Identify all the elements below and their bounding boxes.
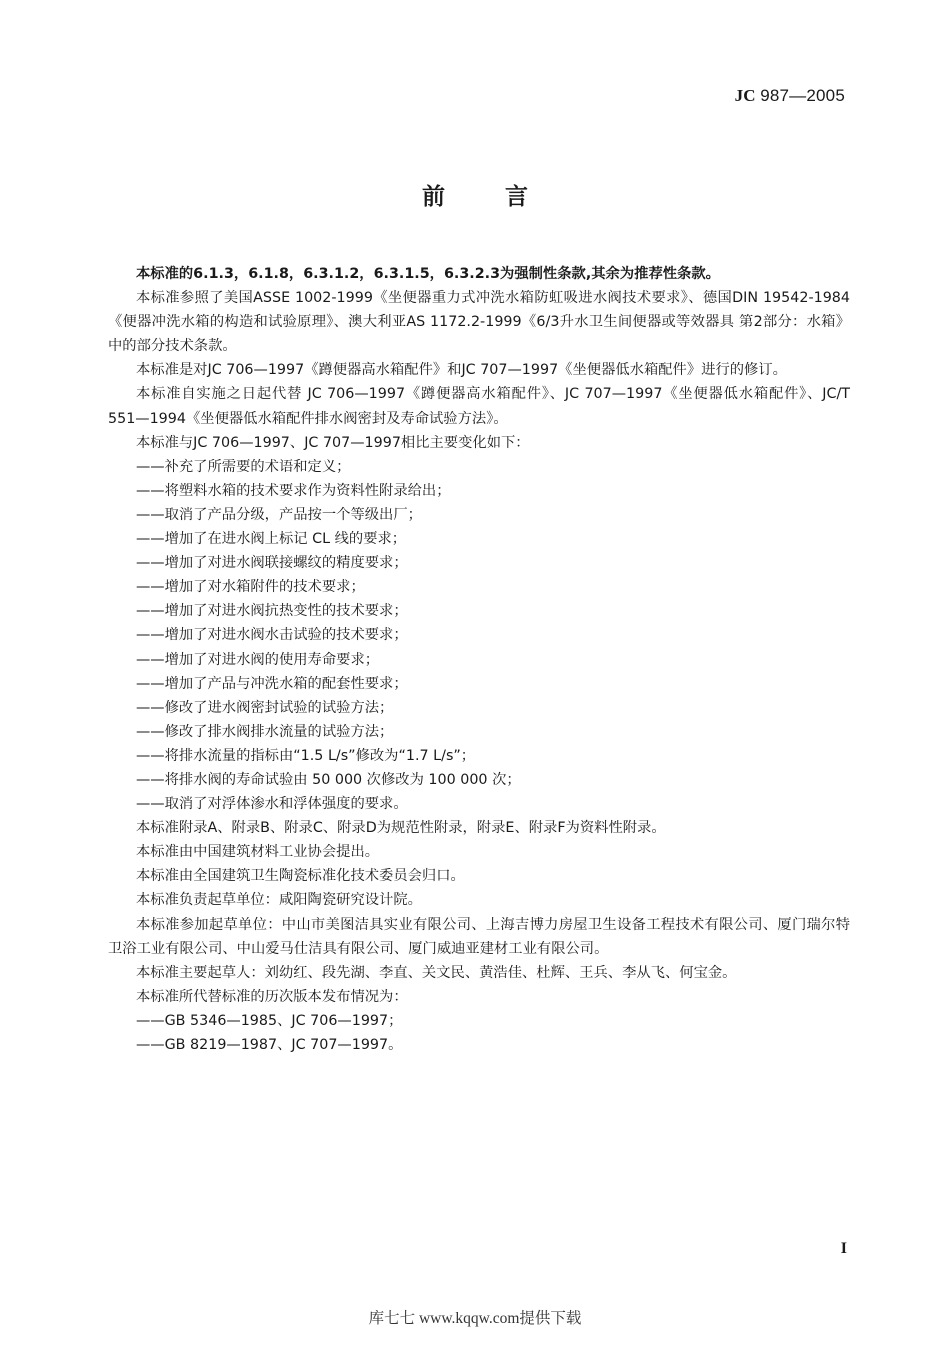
standard-number: 987—2005 bbox=[760, 86, 845, 105]
list-item: ——增加了对进水阀水击试验的技术要求； bbox=[136, 627, 408, 644]
list-item: ——GB 5346—1985、JC 706—1997； bbox=[136, 1012, 403, 1029]
page-title bbox=[0, 178, 950, 211]
standard-prefix: JC bbox=[734, 86, 756, 105]
committee-paragraph: 本标准由全国建筑卫生陶瓷标准化技术委员会归口。 bbox=[136, 868, 465, 885]
foreword-body bbox=[108, 262, 850, 1057]
list-item: ——增加了对进水阀联接螺纹的精度要求； bbox=[136, 555, 408, 572]
changes-intro-paragraph: 本标准与JC 706—1997、JC 707—1997相比主要变化如下： bbox=[136, 434, 530, 451]
participating-drafters-paragraph: 本标准参加起草单位：中山市美图洁具实业有限公司、上海吉博力房屋卫生设备工程技术有限公司、厦门瑞尔特卫浴工业有限公司、中山爱马仕洁具有限公司、厦门威迪亚建材工业有限公司。 bbox=[108, 916, 850, 957]
list-item: ——增加了在进水阀上标记 CL 线的要求； bbox=[136, 531, 407, 548]
reference-standards-paragraph: 本标准参照了美国ASSE 1002-1999《坐便器重力式冲洗水箱防虹吸进水阀技术要求》、德国DIN 19542-1984《便器冲洗水箱的构造和试验原理》、澳大利亚AS 1172.2-1999《6/3升水卫生间便器或等效器具 第2部分：水箱》中的部分技术条款。 bbox=[108, 290, 850, 355]
list-item: ——增加了对进水阀抗热变性的技术要求； bbox=[136, 603, 408, 620]
main-drafters-paragraph: 本标准主要起草人：刘幼红、段先湖、李直、关文民、黄浩佳、杜辉、王兵、李从飞、何宝金。 bbox=[136, 964, 737, 981]
appendix-paragraph: 本标准附录A、附录B、附录C、附录D为规范性附录，附录E、附录F为资料性附录。 bbox=[136, 820, 666, 837]
list-item: ——将排水阀的寿命试验由 50 000 次修改为 100 000 次； bbox=[136, 771, 521, 788]
list-item: ——增加了对进水阀的使用寿命要求； bbox=[136, 651, 380, 668]
list-item: ——将排水流量的指标由“1.5 L/s”修改为“1.7 L/s”； bbox=[136, 747, 476, 764]
list-item: ——增加了对水箱附件的技术要求； bbox=[136, 579, 365, 596]
history-list bbox=[108, 1009, 850, 1057]
standard-number-header bbox=[735, 86, 845, 106]
list-item: ——修改了排水阀排水流量的试验方法； bbox=[136, 723, 394, 740]
list-item: ——取消了产品分级，产品按一个等级出厂； bbox=[136, 506, 422, 523]
revision-paragraph: 本标准是对JC 706—1997《蹲便器高水箱配件》和JC 707—1997《坐便器低水箱配件》进行的修订。 bbox=[136, 362, 787, 379]
history-intro-paragraph: 本标准所代替标准的历次版本发布情况为： bbox=[136, 988, 408, 1005]
proposer-paragraph: 本标准由中国建筑材料工业协会提出。 bbox=[136, 844, 380, 861]
page-number: I bbox=[840, 1240, 847, 1257]
download-watermark: 库七七 www.kqqw.com提供下载 bbox=[368, 1310, 582, 1327]
list-item: ——取消了对浮体渗水和浮体强度的要求。 bbox=[136, 796, 408, 813]
changes-list bbox=[108, 455, 850, 816]
list-item: ——增加了产品与冲洗水箱的配套性要求； bbox=[136, 675, 408, 692]
title-char-2: 言 bbox=[505, 184, 528, 210]
lead-drafter-paragraph: 本标准负责起草单位：咸阳陶瓷研究设计院。 bbox=[136, 892, 422, 909]
replacement-paragraph: 本标准自实施之日起代替 JC 706—1997《蹲便器高水箱配件》、JC 707—1997《坐便器低水箱配件》、JC/T 551—1994《坐便器低水箱配件排水阀密封及寿命试验方法》。 bbox=[108, 386, 850, 427]
list-item: ——将塑料水箱的技术要求作为资料性附录给出； bbox=[136, 482, 451, 499]
list-item: ——补充了所需要的术语和定义； bbox=[136, 458, 351, 475]
mandatory-clauses-paragraph: 本标准的6.1.3，6.1.8，6.3.1.2，6.3.1.5，6.3.2.3为强制性条款,其余为推荐性条款。 bbox=[136, 266, 720, 282]
list-item: ——GB 8219—1987、JC 707—1997。 bbox=[136, 1037, 403, 1053]
list-item: ——修改了进水阀密封试验的试验方法； bbox=[136, 699, 394, 716]
title-char-1: 前 bbox=[422, 184, 445, 210]
